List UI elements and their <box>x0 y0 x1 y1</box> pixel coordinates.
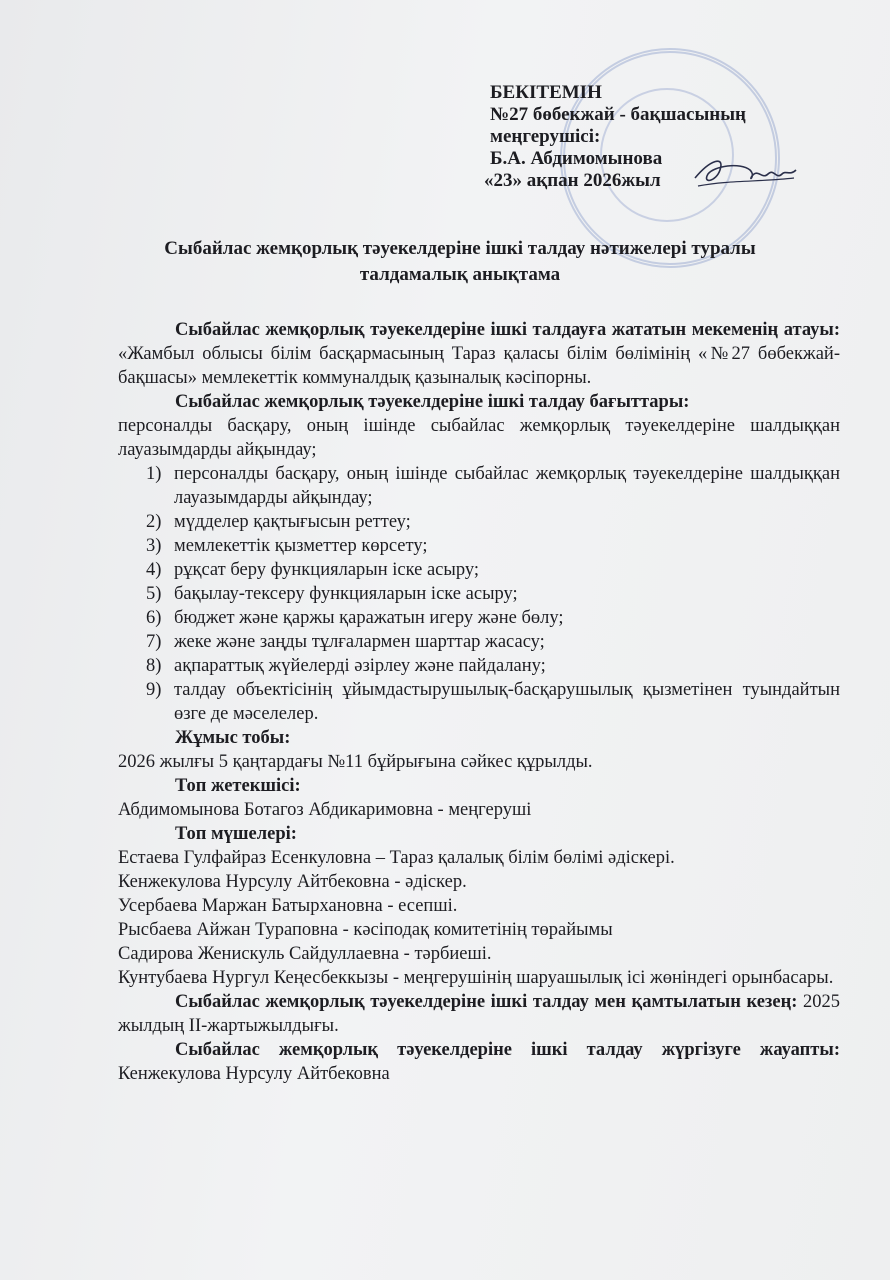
title-line-2: талдамалық анықтама <box>359 264 561 285</box>
document-title <box>110 236 810 288</box>
responsible-value: Кенжекулова Нурсулу Айтбековна <box>118 1064 390 1084</box>
period-label: Сыбайлас жемқорлық тәуекелдеріне ішкі талдау мен қамтылатын кезең: <box>175 992 798 1012</box>
approval-date: «23» ақпан 2026жыл <box>484 170 661 191</box>
list-item: 7) жеке және заңды тұлғалармен шарттар жасасу; <box>146 632 545 652</box>
working-group-text: 2026 жылғы 5 қаңтардағы №11 бұйрығына сәйкес құрылды. <box>118 752 593 772</box>
member-item: Усербаева Маржан Батырхановна - есепші. <box>118 896 458 916</box>
list-item: 9) талдау объектісінің ұйымдастырушылық-басқарушылық қызметінен туындайтын өзге де мәселелер. <box>146 680 840 724</box>
member-item: Кенжекулова Нурсулу Айтбековна - әдіскер. <box>118 872 467 892</box>
org-paragraph <box>118 318 840 390</box>
approval-org: №27 бөбекжай - бақшасының <box>490 104 747 125</box>
leader-label: Топ жетекшісі: <box>175 776 301 796</box>
list-item: 8) ақпараттық жүйелерді әзірлеу және пайдалану; <box>146 656 546 676</box>
member-item: Рысбаева Айжан Тураповна - кәсіподақ комитетінің төрайымы <box>118 920 613 940</box>
approval-position: меңгерушісі: <box>490 126 601 147</box>
members-label: Топ мүшелері: <box>175 824 297 844</box>
member-item: Кунтубаева Нургул Кеңесбеккызы - меңгерушінің шаруашылық ісі жөніндегі орынбасары. <box>118 968 834 988</box>
signature-icon <box>690 140 800 200</box>
org-label: Сыбайлас жемқорлық тәуекелдеріне ішкі талдауға жататын мекеменің атауы: <box>175 320 840 340</box>
responsible-label: Сыбайлас жемқорлық тәуекелдеріне ішкі талдау жүргізуге жауапты: <box>175 1040 840 1060</box>
directions-list <box>118 462 840 726</box>
approval-name: Б.А. Абдимомынова <box>490 148 663 169</box>
list-item: 6) бюджет және қаржы қаражатын игеру және бөлу; <box>146 608 564 628</box>
working-group-label: Жұмыс тобы: <box>175 728 291 748</box>
member-item: Естаева Гулфайраз Есенкуловна – Тараз қалалық білім бөлімі әдіскері. <box>118 848 675 868</box>
list-item: 3) мемлекеттік қызметтер көрсету; <box>146 536 428 556</box>
list-item: 5) бақылау-тексеру функцияларын іске асыру; <box>146 584 518 604</box>
list-item: 2) мүдделер қақтығысын реттеу; <box>146 512 411 532</box>
directions-label: Сыбайлас жемқорлық тәуекелдеріне ішкі талдау бағыттары: <box>175 392 690 412</box>
period-paragraph <box>118 990 840 1038</box>
directions-intro: персоналды басқару, оның ішінде сыбайлас жемқорлық тәуекелдеріне шалдыққан лауазымдарды айқындау; <box>118 416 840 460</box>
period-value: 2025 жылдың ІІ-жартыжылдығы. <box>118 992 840 1036</box>
document-body <box>118 318 840 1086</box>
title-line-1: Сыбайлас жемқорлық тәуекелдеріне ішкі талдау нәтижелері туралы <box>164 238 756 259</box>
list-item: 1) персоналды басқару, оның ішінде сыбайлас жемқорлық тәуекелдеріне шалдыққан лауазымдарды айқындау; <box>146 464 840 508</box>
list-item: 4) рұқсат беру функцияларын іске асыру; <box>146 560 479 580</box>
approval-heading: БЕКІТЕМІН <box>490 82 602 103</box>
org-value: «Жамбыл облысы білім басқармасының Тараз қаласы білім бөлімінің «№27 бөбекжай-бақшасы» мемлекеттік коммуналдық қазыналық кәсіпорны. <box>118 344 840 388</box>
leader-text: Абдимомынова Ботагоз Абдикаримовна - меңгеруші <box>118 800 532 820</box>
responsible-paragraph <box>118 1038 840 1086</box>
member-item: Садирова Женискуль Сайдуллаевна - тәрбиеші. <box>118 944 492 964</box>
